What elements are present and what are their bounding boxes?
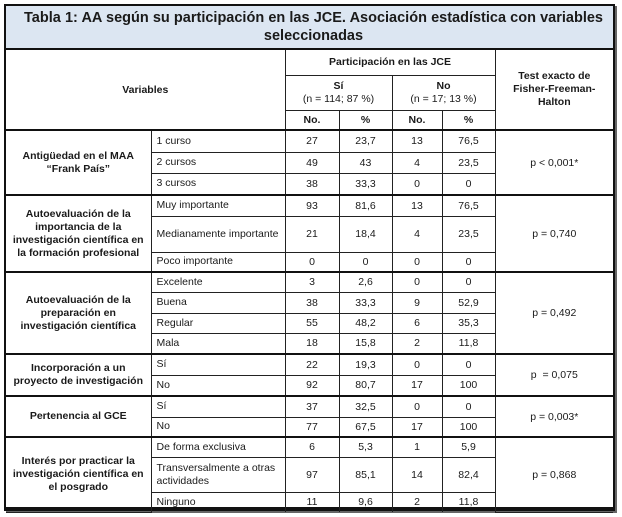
header-si-count: No. <box>285 110 339 130</box>
si-pct-cell: 32,5 <box>339 396 392 417</box>
no-pct-cell: 11,8 <box>442 492 495 512</box>
si-pct-cell: 0 <box>339 252 392 272</box>
header-group-no <box>392 75 495 110</box>
si-count-cell: 0 <box>285 252 339 272</box>
si-pct-cell: 23,7 <box>339 130 392 152</box>
no-count-cell: 0 <box>392 173 442 195</box>
no-pct-cell: 82,4 <box>442 457 495 492</box>
variable-label: Autoevaluación de la importancia de la investigación científica en la formación profesional <box>6 195 151 272</box>
si-pct-cell: 80,7 <box>339 375 392 396</box>
si-pct-cell: 18,4 <box>339 216 392 252</box>
results-table <box>6 50 613 513</box>
no-pct-cell: 52,9 <box>442 292 495 313</box>
no-pct-cell: 23,5 <box>442 152 495 173</box>
no-count-cell: 14 <box>392 457 442 492</box>
si-pct-cell: 43 <box>339 152 392 173</box>
category-cell: No <box>151 417 285 437</box>
p-value-cell: p = 0,868 <box>495 437 613 512</box>
si-pct-cell: 9,6 <box>339 492 392 512</box>
category-cell: Buena <box>151 292 285 313</box>
si-count-cell: 18 <box>285 333 339 354</box>
no-pct-cell: 100 <box>442 417 495 437</box>
si-count-cell: 92 <box>285 375 339 396</box>
header-variables: Variables <box>6 50 285 130</box>
p-value-cell: p = 0,492 <box>495 272 613 354</box>
no-count-cell: 17 <box>392 417 442 437</box>
si-count-cell: 38 <box>285 292 339 313</box>
no-pct-cell: 23,5 <box>442 216 495 252</box>
header-group-si <box>285 75 392 110</box>
category-cell: Transversalmente a otras actividades <box>151 457 285 492</box>
variable-label: Incorporación a un proyecto de investigación <box>6 354 151 396</box>
si-count-cell: 49 <box>285 152 339 173</box>
si-pct-cell: 48,2 <box>339 313 392 333</box>
category-cell: Muy importante <box>151 195 285 216</box>
no-pct-cell: 0 <box>442 173 495 195</box>
no-count-cell: 13 <box>392 195 442 216</box>
variable-label: Autoevaluación de la preparación en investigación científica <box>6 272 151 354</box>
variable-label: Pertenencia al GCE <box>6 396 151 437</box>
category-cell: No <box>151 375 285 396</box>
header-test: Test exacto de Fisher-Freeman-Halton <box>495 50 613 130</box>
no-pct-cell: 0 <box>442 396 495 417</box>
category-cell: Ninguno <box>151 492 285 512</box>
category-cell: Excelente <box>151 272 285 292</box>
header-participation: Participación en las JCE <box>285 50 495 75</box>
header-si-label: Sí <box>333 79 344 92</box>
category-cell: Poco importante <box>151 252 285 272</box>
si-count-cell: 6 <box>285 437 339 457</box>
si-pct-cell: 19,3 <box>339 354 392 375</box>
si-count-cell: 55 <box>285 313 339 333</box>
no-count-cell: 2 <box>392 333 442 354</box>
table-row <box>6 437 613 457</box>
header-si-pct: % <box>339 110 392 130</box>
si-pct-cell: 67,5 <box>339 417 392 437</box>
header-si-n: (n = 114; 87 %) <box>302 92 375 105</box>
no-pct-cell: 76,5 <box>442 195 495 216</box>
si-pct-cell: 2,6 <box>339 272 392 292</box>
table-row <box>6 195 613 216</box>
table-row <box>6 396 613 417</box>
no-count-cell: 6 <box>392 313 442 333</box>
no-count-cell: 0 <box>392 354 442 375</box>
si-count-cell: 11 <box>285 492 339 512</box>
si-pct-cell: 33,3 <box>339 173 392 195</box>
no-pct-cell: 11,8 <box>442 333 495 354</box>
no-pct-cell: 0 <box>442 354 495 375</box>
table-row <box>6 354 613 375</box>
p-value-cell: p < 0,001* <box>495 130 613 195</box>
category-cell: 3 cursos <box>151 173 285 195</box>
category-cell: Regular <box>151 313 285 333</box>
si-count-cell: 97 <box>285 457 339 492</box>
si-count-cell: 27 <box>285 130 339 152</box>
si-count-cell: 21 <box>285 216 339 252</box>
no-count-cell: 17 <box>392 375 442 396</box>
no-count-cell: 4 <box>392 216 442 252</box>
si-count-cell: 77 <box>285 417 339 437</box>
si-pct-cell: 81,6 <box>339 195 392 216</box>
p-value-cell: p = 0,075 <box>495 354 613 396</box>
variable-label: Antigüedad en el MAA “Frank País” <box>6 130 151 195</box>
no-count-cell: 4 <box>392 152 442 173</box>
no-count-cell: 0 <box>392 252 442 272</box>
si-pct-cell: 33,3 <box>339 292 392 313</box>
no-pct-cell: 76,5 <box>442 130 495 152</box>
no-pct-cell: 0 <box>442 272 495 292</box>
table-row <box>6 130 613 152</box>
category-cell: Medianamente importante <box>151 216 285 252</box>
si-count-cell: 37 <box>285 396 339 417</box>
si-pct-cell: 85,1 <box>339 457 392 492</box>
p-value-cell: p = 0,740 <box>495 195 613 272</box>
header-no-pct: % <box>442 110 495 130</box>
si-count-cell: 22 <box>285 354 339 375</box>
category-cell: Mala <box>151 333 285 354</box>
no-count-cell: 13 <box>392 130 442 152</box>
no-pct-cell: 35,3 <box>442 313 495 333</box>
table-row <box>6 272 613 292</box>
no-count-cell: 2 <box>392 492 442 512</box>
no-pct-cell: 0 <box>442 252 495 272</box>
si-pct-cell: 5,3 <box>339 437 392 457</box>
category-cell: De forma exclusiva <box>151 437 285 457</box>
si-count-cell: 93 <box>285 195 339 216</box>
no-count-cell: 0 <box>392 396 442 417</box>
si-pct-cell: 15,8 <box>339 333 392 354</box>
header-no-label: No <box>436 79 451 92</box>
no-count-cell: 9 <box>392 292 442 313</box>
no-count-cell: 0 <box>392 272 442 292</box>
no-pct-cell: 5,9 <box>442 437 495 457</box>
category-cell: Sí <box>151 396 285 417</box>
si-count-cell: 38 <box>285 173 339 195</box>
header-no-n: (n = 17; 13 %) <box>410 92 477 105</box>
no-pct-cell: 100 <box>442 375 495 396</box>
p-value-cell: p = 0,003* <box>495 396 613 437</box>
category-cell: Sí <box>151 354 285 375</box>
header-no-count: No. <box>392 110 442 130</box>
category-cell: 1 curso <box>151 130 285 152</box>
variable-label: Interés por practicar la investigación científica en el posgrado <box>6 437 151 512</box>
category-cell: 2 cursos <box>151 152 285 173</box>
no-count-cell: 1 <box>392 437 442 457</box>
table-title: Tabla 1: AA según su participación en las JCE. Asociación estadística con variables seleccionadas <box>6 6 613 50</box>
table-frame <box>4 4 615 511</box>
si-count-cell: 3 <box>285 272 339 292</box>
